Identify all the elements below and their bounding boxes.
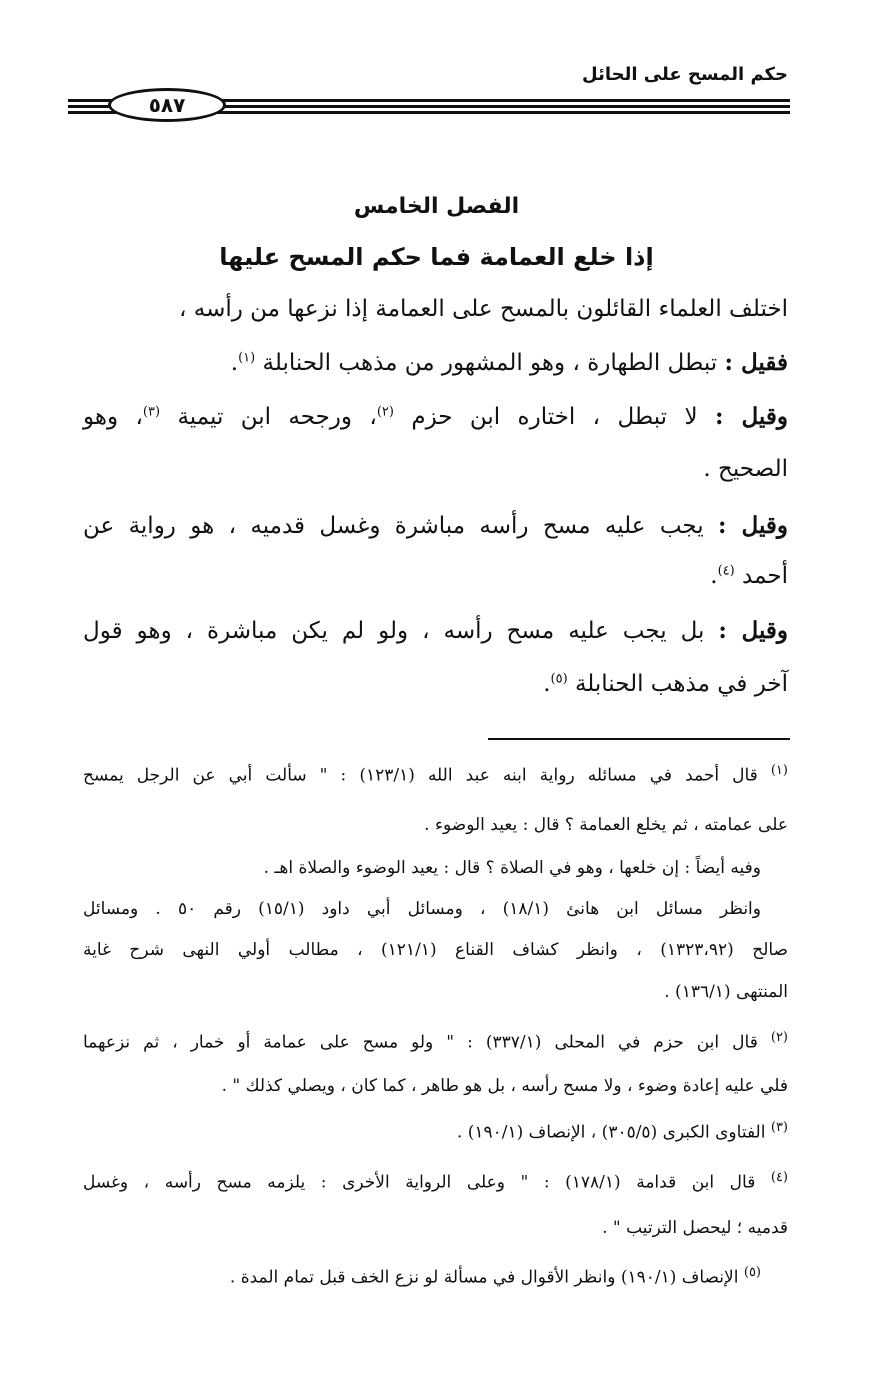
- footnote-text: فلي عليه إعادة وضوء ، ولا مسح رأسه ، بل هو طاهر ، كما كان ، ويصلي كذلك " .: [221, 1076, 788, 1096]
- footnote-line: [424, 815, 788, 835]
- chapter-heading: الفصل الخامس: [353, 194, 520, 219]
- body-text: .: [543, 671, 551, 697]
- running-title: حكم المسح على الحائل: [582, 64, 788, 85]
- footnote-line: [264, 858, 761, 878]
- footnote-number: (١): [770, 763, 788, 778]
- footnote-line: [664, 982, 788, 1002]
- header-rule: [68, 88, 790, 122]
- footnote-line: [83, 1030, 788, 1053]
- footnote-ref: (٢): [376, 404, 394, 420]
- page-number: ٥٨٧: [108, 88, 226, 122]
- footnote-text: وانظر مسائل ابن هانئ (١٨/١) ، ومسائل أبي داود (١٥/١) رقم ٥٠ . ومسائل: [83, 899, 761, 919]
- footnote-line: [222, 1076, 788, 1096]
- footnote-text: الإنصاف (١٩٠/١) وانظر الأقوال في مسألة لو نزع الخف قبل تمام المدة .: [229, 1267, 744, 1288]
- footnote-line: [457, 1120, 788, 1143]
- footnote-ref: (٣): [142, 404, 161, 420]
- footnote-ref: (٤): [717, 563, 735, 579]
- footnote-line: [83, 940, 788, 960]
- footnote-text: على عمامته ، ثم يخلع العمامة ؟ قال : يعيد الوضوء .: [424, 815, 788, 835]
- body-line: [710, 563, 788, 589]
- body-line: [703, 456, 788, 482]
- opinion-lead: وقيل :: [718, 512, 788, 539]
- footnote-number: (٥): [743, 1265, 761, 1280]
- body-text: تبطل الطهارة ، وهو المشهور من مذهب الحنابلة: [255, 350, 725, 376]
- body-line: [83, 617, 788, 644]
- body-text: لا تبطل ، اختاره ابن حزم: [393, 404, 715, 430]
- footnote-text: وفيه أيضاً : إن خلعها ، وهو في الصلاة ؟ قال : يعيد الوضوء والصلاة اهـ .: [263, 858, 761, 878]
- body-line: [83, 403, 788, 430]
- opinion-lead: وقيل :: [714, 403, 788, 430]
- body-text: ، ورجحه ابن تيمية: [160, 404, 377, 430]
- footnote-number: (٢): [770, 1030, 788, 1045]
- opinion-lead: وقيل :: [718, 617, 788, 644]
- body-text: .: [710, 563, 718, 589]
- footnote-number: (٣): [770, 1120, 788, 1135]
- footnote-text: قال ابن قدامة (١٧٨/١) : " وعلى الرواية الأخرى : يلزمه مسح رأسه ، وغسل: [83, 1172, 771, 1193]
- footnote-text: قدميه ؛ ليحصل الترتيب " .: [602, 1218, 788, 1238]
- footnote-ref: (١): [238, 350, 256, 366]
- body-text: .: [230, 350, 239, 376]
- body-text: بل يجب عليه مسح رأسه ، ولو لم يكن مباشرة ، وهو قول: [83, 618, 719, 644]
- body-text: الصحيح .: [703, 456, 788, 482]
- footnote-text: المنتهى (١٣٦/١) .: [664, 982, 788, 1002]
- footnote-line: [83, 1170, 788, 1193]
- body-line: [83, 512, 788, 539]
- body-line: [231, 349, 788, 376]
- section-title: إذا خلع العمامة فما حكم المسح عليها: [219, 243, 654, 271]
- footnote-text: قال أحمد في مسائله رواية ابنه عبد الله (١٢٣/١) : " سألت أبي عن الرجل يمسح: [83, 765, 771, 786]
- footnote-ref: (٥): [550, 671, 568, 687]
- body-text: يجب عليه مسح رأسه مباشرة وغسل قدميه ، هو رواية عن: [83, 513, 718, 539]
- footnote-text: الفتاوى الكبرى (٣٠٥/٥) ، الإنصاف (١٩٠/١) .: [456, 1122, 771, 1143]
- footnote-number: (٤): [770, 1170, 788, 1185]
- body-line: [179, 296, 788, 322]
- footnote-line: [602, 1218, 788, 1238]
- body-text: ، وهو: [83, 404, 143, 430]
- footnote-line: [230, 1265, 761, 1288]
- opinion-lead: فقيل :: [724, 349, 788, 376]
- footnote-text: صالح (١٣٢٣،٩٢) ، وانظر كشاف القناع (١٢١/١) ، مطالب أولي النهى شرح غاية: [83, 940, 788, 960]
- footnote-text: قال ابن حزم في المحلى (٣٣٧/١) : " ولو مسح على عمامة أو خمار ، ثم نزعهما: [83, 1032, 771, 1053]
- body-line: [543, 671, 788, 697]
- footnote-line: [83, 763, 788, 786]
- footnote-line: [83, 899, 761, 919]
- body-text: أحمد: [734, 563, 788, 589]
- footnote-divider: [488, 738, 790, 740]
- body-text: اختلف العلماء القائلون بالمسح على العمامة إذا نزعها من رأسه ،: [179, 296, 788, 322]
- body-text: آخر في مذهب الحنابلة: [567, 671, 788, 697]
